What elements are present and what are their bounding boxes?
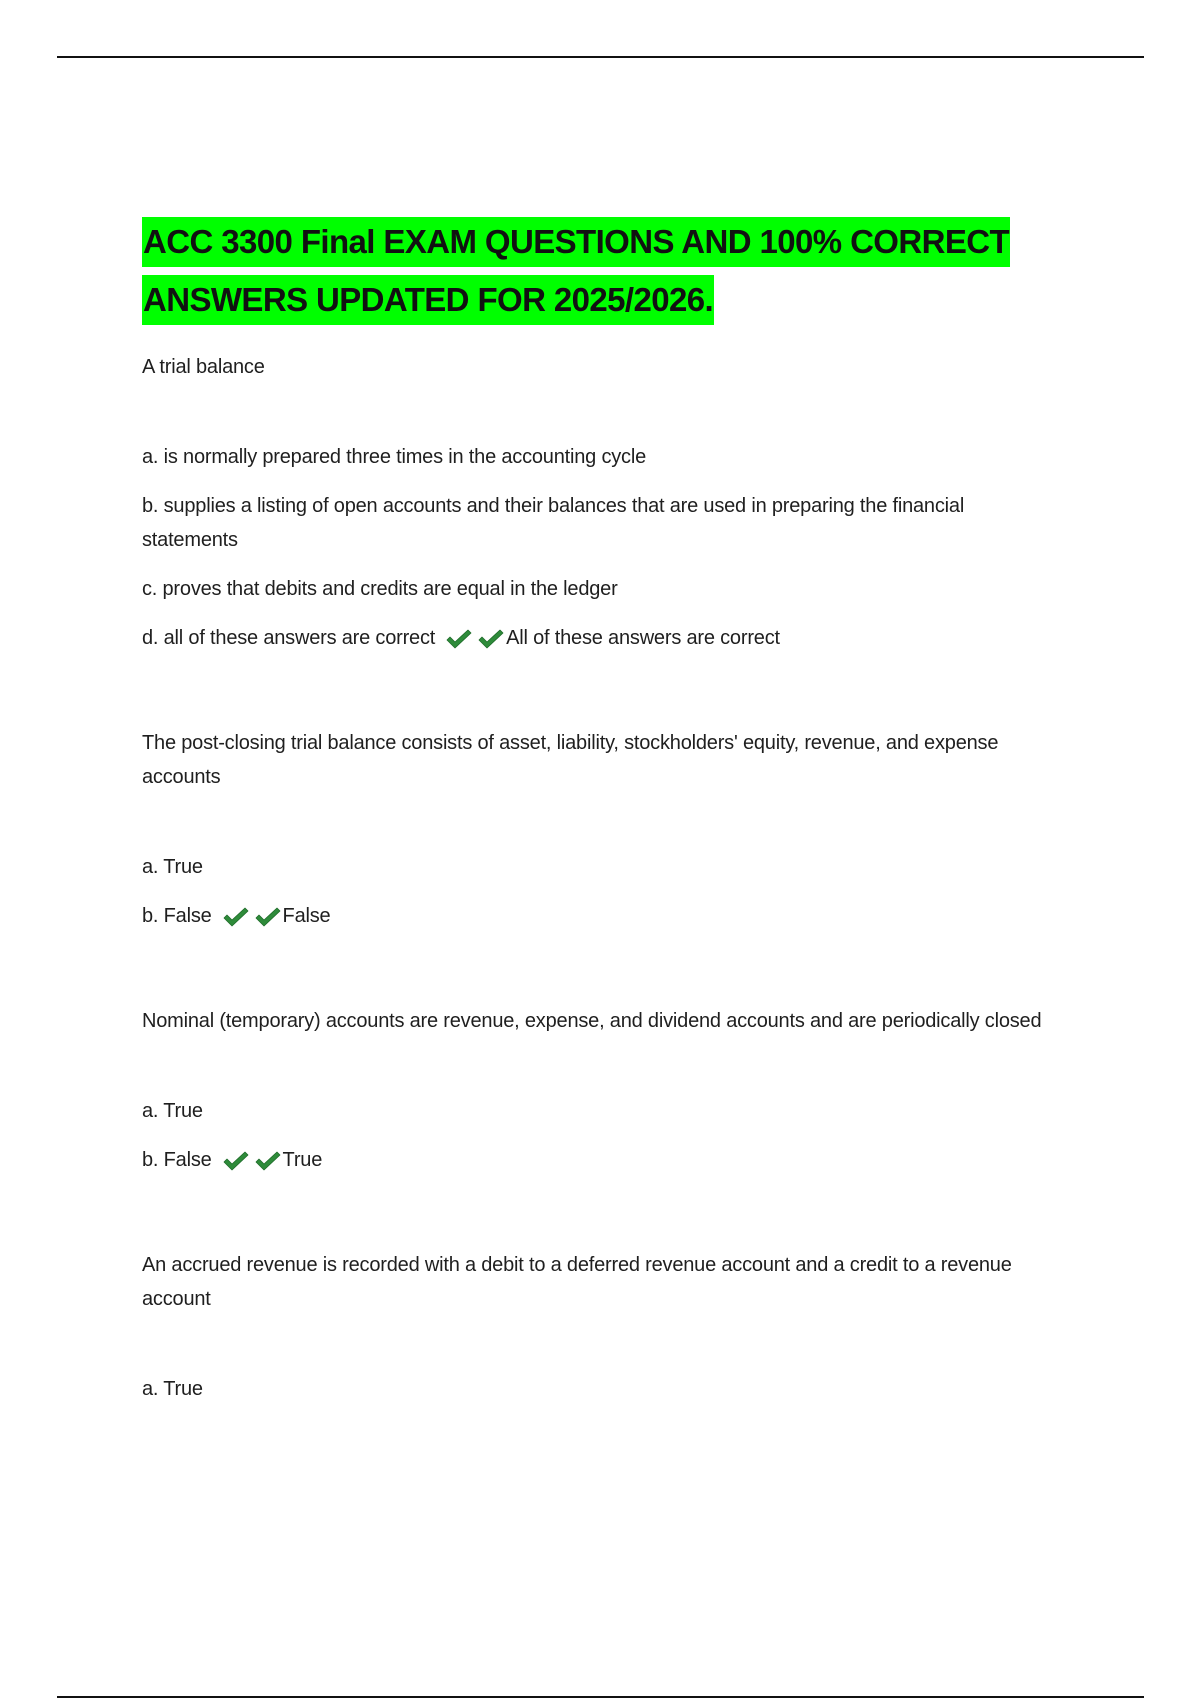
option-text: c. proves that debits and credits are equal in the ledger xyxy=(142,578,618,600)
option-a xyxy=(142,1094,1062,1128)
option-a xyxy=(142,1372,1062,1406)
checkmark-icon xyxy=(222,905,249,927)
option-c xyxy=(142,572,1062,606)
option-text: d. all of these answers are correct xyxy=(142,627,436,649)
option-text: b. False xyxy=(142,905,212,927)
option-b xyxy=(142,489,1062,557)
option-text: a. True xyxy=(142,1100,203,1122)
checkmark-icon xyxy=(445,627,472,649)
question-1 xyxy=(142,350,1062,655)
question-stem: The post-closing trial balance consists of asset, liability, stockholders' equity, revenue, and expense accounts xyxy=(142,732,999,788)
checkmark-icon xyxy=(222,1149,249,1171)
option-text: a. is normally prepared three times in the accounting cycle xyxy=(142,446,647,468)
question-4 xyxy=(142,1248,1062,1406)
answer-marks xyxy=(222,905,281,927)
option-text: b. False xyxy=(142,1149,212,1171)
document-body xyxy=(142,214,1062,1421)
title-line-1: ACC 3300 Final EXAM QUESTIONS AND 100% CORRECT xyxy=(142,217,1010,267)
top-divider xyxy=(57,56,1144,58)
correct-answer: All of these answers are correct xyxy=(506,627,780,649)
bottom-divider xyxy=(57,1696,1144,1698)
question-3 xyxy=(142,1004,1062,1177)
option-b xyxy=(142,899,1062,933)
option-text: b. supplies a listing of open accounts and their balances that are used in preparing the financial statements xyxy=(142,495,965,551)
answer-marks xyxy=(445,627,504,649)
option-a xyxy=(142,440,1062,474)
checkmark-icon xyxy=(254,905,281,927)
option-text: a. True xyxy=(142,1378,203,1400)
checkmark-icon xyxy=(477,627,504,649)
question-stem: Nominal (temporary) accounts are revenue, expense, and dividend accounts and are periodically closed xyxy=(142,1010,1042,1032)
checkmark-icon xyxy=(254,1149,281,1171)
option-a xyxy=(142,850,1062,884)
question-stem: An accrued revenue is recorded with a debit to a deferred revenue account and a credit to a revenue account xyxy=(142,1254,1012,1310)
correct-answer: False xyxy=(282,905,331,927)
question-2 xyxy=(142,726,1062,933)
answer-marks xyxy=(222,1149,281,1171)
option-b xyxy=(142,1143,1062,1177)
title-line-2: ANSWERS UPDATED FOR 2025/2026. xyxy=(142,275,714,325)
question-stem: A trial balance xyxy=(142,356,265,378)
correct-answer: True xyxy=(282,1149,323,1171)
option-d xyxy=(142,621,1062,655)
document-title xyxy=(142,214,1062,330)
option-text: a. True xyxy=(142,856,203,878)
